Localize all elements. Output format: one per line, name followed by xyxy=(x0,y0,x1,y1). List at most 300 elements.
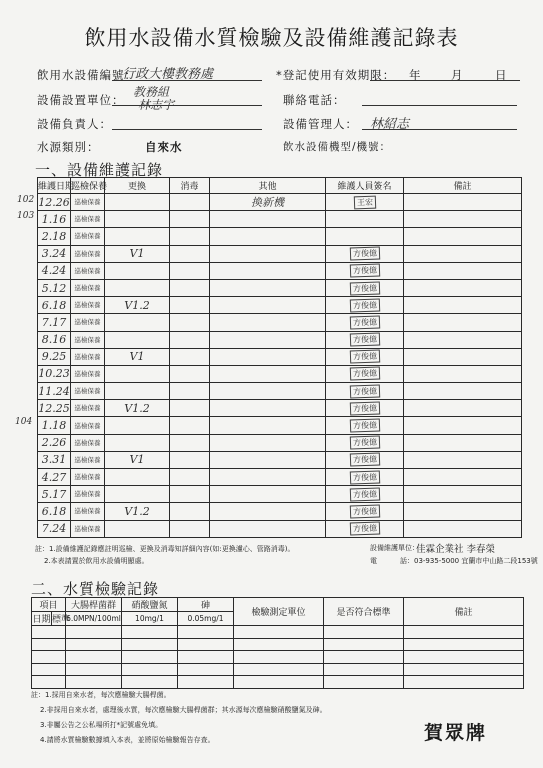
remark-cell xyxy=(404,383,522,400)
signature-cell xyxy=(326,194,404,211)
replace-cell xyxy=(105,400,170,417)
margin-note-103: 103 xyxy=(17,211,35,221)
signature-cell xyxy=(326,348,404,365)
water-test-cell xyxy=(234,638,324,651)
company-phone-label: 電 xyxy=(370,557,377,565)
other-cell xyxy=(210,451,326,468)
check-cell xyxy=(71,400,105,417)
maintenance-row xyxy=(38,279,522,296)
disinfect-cell xyxy=(170,434,210,451)
date-text: 4.24 xyxy=(41,264,67,278)
remark-cell xyxy=(404,486,522,503)
check-text: 巡檢保養 xyxy=(74,473,101,482)
remark-cell xyxy=(404,228,522,245)
date-cell xyxy=(38,400,71,417)
water-test-cell xyxy=(324,626,404,639)
water-test-cell xyxy=(234,651,324,664)
check-cell xyxy=(71,314,105,331)
col-replace: 更換 xyxy=(105,178,170,194)
water-test-cell xyxy=(404,626,524,639)
source-label: 水源類別： xyxy=(37,140,100,154)
check-cell xyxy=(71,434,105,451)
replace-cell xyxy=(105,365,170,382)
water-test-cell xyxy=(122,626,178,639)
water-test-cell xyxy=(66,663,122,676)
section2-note-3: 3.非屬公告之公私場所打*記號處免填。 xyxy=(40,721,163,729)
maintenance-row xyxy=(38,297,522,314)
wt-col-unit: 檢驗測定單位 xyxy=(234,598,324,626)
other-cell xyxy=(210,228,326,245)
maintenance-row xyxy=(38,331,522,348)
other-cell xyxy=(210,211,326,228)
replace-cell xyxy=(105,486,170,503)
date-text: 6.18 xyxy=(41,298,67,312)
remark-cell xyxy=(404,297,522,314)
date-text: 10.23 xyxy=(38,367,70,381)
signature-cell xyxy=(326,262,404,279)
remark-cell xyxy=(404,279,522,296)
maintenance-row xyxy=(38,314,522,331)
check-text: 巡檢保養 xyxy=(74,404,101,413)
remark-cell xyxy=(404,314,522,331)
signature-text: 方俊億 xyxy=(349,350,379,364)
other-text: 換新機 xyxy=(251,196,284,210)
water-test-row xyxy=(32,676,524,689)
col-check: 巡檢保養 xyxy=(71,178,105,194)
date-cell xyxy=(38,211,71,228)
replace-cell xyxy=(105,434,170,451)
other-cell xyxy=(210,417,326,434)
maintenance-row xyxy=(38,228,522,245)
other-cell xyxy=(210,194,326,211)
model-label: 飲水設備機型/機號： xyxy=(283,141,392,153)
signature-text: 方俊億 xyxy=(349,419,379,433)
water-test-row xyxy=(32,638,524,651)
replace-cell xyxy=(105,297,170,314)
date-cell xyxy=(38,417,71,434)
section1-note-1: 註：1.設備維護記錄應註明巡檢、更換及消毒知詳細內容(如:更換濾心、管路消毒)。 xyxy=(35,545,295,553)
section2-notes xyxy=(31,690,327,745)
other-cell xyxy=(210,262,326,279)
disinfect-cell xyxy=(170,314,210,331)
water-test-cell xyxy=(178,676,234,689)
disinfect-cell xyxy=(170,417,210,434)
water-test-cell xyxy=(66,676,122,689)
signature-text: 方俊億 xyxy=(349,504,379,518)
maintenance-row xyxy=(38,348,522,365)
maintenance-row xyxy=(38,211,522,228)
other-cell xyxy=(210,365,326,382)
date-text: 1.18 xyxy=(41,419,67,433)
col-disinfect: 消毒 xyxy=(170,178,210,194)
check-text: 巡檢保養 xyxy=(74,507,101,516)
remark-cell xyxy=(404,469,522,486)
replace-cell xyxy=(105,331,170,348)
check-text: 巡檢保養 xyxy=(74,335,101,344)
check-text: 巡檢保養 xyxy=(74,421,101,430)
water-test-cell xyxy=(122,651,178,664)
water-test-cell xyxy=(404,676,524,689)
date-text: 2.18 xyxy=(41,229,67,243)
check-text: 巡檢保養 xyxy=(74,352,101,361)
remark-cell xyxy=(404,434,522,451)
date-cell xyxy=(38,194,71,211)
check-text: 巡檢保養 xyxy=(74,232,101,241)
wt-col-coliform: 大腸桿菌群 xyxy=(66,598,122,612)
col-signature: 維護人員簽名 xyxy=(326,178,404,194)
remark-cell xyxy=(404,417,522,434)
signature-cell xyxy=(326,314,404,331)
signature-cell xyxy=(326,365,404,382)
check-cell xyxy=(71,228,105,245)
date-text: 12.25 xyxy=(38,401,70,415)
replace-cell xyxy=(105,194,170,211)
disinfect-cell xyxy=(170,469,210,486)
wt-col-nitrate: 硝酸鹽氮 xyxy=(122,598,178,612)
check-cell xyxy=(71,417,105,434)
replace-cell xyxy=(105,211,170,228)
check-cell xyxy=(71,365,105,382)
replace-cell xyxy=(105,503,170,520)
check-cell xyxy=(71,211,105,228)
other-cell xyxy=(210,520,326,537)
date-text: 7.24 xyxy=(41,522,67,536)
device-no-label: 飲用水設備編號： xyxy=(37,68,137,82)
water-test-cell xyxy=(66,638,122,651)
check-cell xyxy=(71,194,105,211)
check-cell xyxy=(71,279,105,296)
check-cell xyxy=(71,297,105,314)
other-cell xyxy=(210,469,326,486)
other-cell xyxy=(210,348,326,365)
signature-cell xyxy=(326,434,404,451)
margin-note-104: 104 xyxy=(15,417,33,427)
wt-col-arsenic: 砷 xyxy=(178,598,234,612)
water-test-cell xyxy=(32,663,66,676)
wt-arsenic-std: 0.05mg/1 xyxy=(178,612,234,626)
signature-text: 方俊億 xyxy=(349,247,379,261)
section1-title: 一、設備維護記錄 xyxy=(35,161,164,179)
other-cell xyxy=(210,383,326,400)
water-test-cell xyxy=(324,676,404,689)
water-test-table xyxy=(31,597,524,689)
check-cell xyxy=(71,486,105,503)
section2-note-1: 註：1.採用自來水者，每次應檢驗大腸桿菌。 xyxy=(31,691,171,699)
signature-cell xyxy=(326,331,404,348)
device-no-value: 行政大樓教務處 xyxy=(122,67,214,82)
disinfect-cell xyxy=(170,348,210,365)
remark-cell xyxy=(404,194,522,211)
valid-period-label: *登記使用有效期限： xyxy=(276,68,396,82)
wt-standard-label: 標準 xyxy=(52,612,66,626)
replace-text: V1.2 xyxy=(124,504,150,518)
replace-cell xyxy=(105,348,170,365)
signature-cell xyxy=(326,245,404,262)
disinfect-cell xyxy=(170,451,210,468)
wt-col-standard: 是否符合標準 xyxy=(324,598,404,626)
date-text: 8.16 xyxy=(41,333,67,347)
company-label: 設備維護單位： xyxy=(370,544,419,552)
brand-logo: 賀眾牌 xyxy=(424,722,488,744)
signature-text: 方俊億 xyxy=(349,487,379,501)
check-cell xyxy=(71,503,105,520)
water-test-cell xyxy=(178,626,234,639)
section1-note-2: 2.本表請置於飲用水設備明顯處。 xyxy=(44,557,149,565)
date-text: 6.18 xyxy=(41,504,67,518)
date-text: 9.25 xyxy=(41,350,67,364)
wt-nitrate-std: 10mg/1 xyxy=(122,612,178,626)
signature-text: 方俊億 xyxy=(349,384,379,398)
water-test-cell xyxy=(122,638,178,651)
date-text: 3.31 xyxy=(41,453,67,467)
signature-text: 方俊億 xyxy=(349,298,379,312)
water-test-cell xyxy=(234,626,324,639)
signature-cell xyxy=(326,417,404,434)
signature-cell xyxy=(326,297,404,314)
water-test-cell xyxy=(66,651,122,664)
check-cell xyxy=(71,520,105,537)
signature-text: 方俊億 xyxy=(349,470,379,484)
date-cell xyxy=(38,314,71,331)
remark-cell xyxy=(404,211,522,228)
signature-text: 方俊億 xyxy=(349,522,379,536)
check-text: 巡檢保養 xyxy=(74,455,101,464)
water-test-cell xyxy=(234,676,324,689)
signature-cell xyxy=(326,486,404,503)
date-cell xyxy=(38,486,71,503)
other-cell xyxy=(210,245,326,262)
margin-note-102: 102 xyxy=(17,195,35,205)
date-cell xyxy=(38,262,71,279)
water-test-cell xyxy=(32,638,66,651)
disinfect-cell xyxy=(170,211,210,228)
maintenance-row xyxy=(38,383,522,400)
date-cell xyxy=(38,434,71,451)
date-cell xyxy=(38,451,71,468)
maintenance-row xyxy=(38,417,522,434)
replace-cell xyxy=(105,383,170,400)
check-cell xyxy=(71,469,105,486)
check-text: 巡檢保養 xyxy=(74,369,101,378)
year-label: 年 xyxy=(409,68,422,82)
signature-text: 方俊億 xyxy=(349,367,379,381)
wt-col-remark: 備註 xyxy=(404,598,524,626)
water-test-cell xyxy=(32,626,66,639)
water-test-cell xyxy=(324,663,404,676)
water-test-cell xyxy=(324,651,404,664)
water-test-cell xyxy=(32,651,66,664)
water-test-cell xyxy=(404,638,524,651)
date-cell xyxy=(38,348,71,365)
check-text: 巡檢保養 xyxy=(74,198,101,207)
replace-cell xyxy=(105,314,170,331)
section2-title: 二、水質檢驗記錄 xyxy=(31,580,160,598)
date-cell xyxy=(38,279,71,296)
check-cell xyxy=(71,383,105,400)
remark-cell xyxy=(404,331,522,348)
check-text: 巡檢保養 xyxy=(74,301,101,310)
signature-cell xyxy=(326,228,404,245)
remark-cell xyxy=(404,503,522,520)
col-remark: 備註 xyxy=(404,178,522,194)
date-cell xyxy=(38,520,71,537)
date-cell xyxy=(38,383,71,400)
remark-cell xyxy=(404,262,522,279)
signature-text: 方俊億 xyxy=(349,281,379,295)
date-text: 12.26 xyxy=(38,195,70,209)
maintenance-row xyxy=(38,503,522,520)
check-cell xyxy=(71,451,105,468)
signature-cell xyxy=(326,469,404,486)
signature-text: 方俊億 xyxy=(349,436,379,450)
maintenance-row xyxy=(38,434,522,451)
replace-cell xyxy=(105,451,170,468)
other-cell xyxy=(210,297,326,314)
replace-cell xyxy=(105,417,170,434)
source-value: 自來水 xyxy=(145,140,183,154)
company-phone: 話：03-935-5000 宜蘭市中山路二段153號 xyxy=(400,557,538,565)
check-text: 巡檢保養 xyxy=(74,215,101,224)
remark-cell xyxy=(404,365,522,382)
replace-text: V1 xyxy=(129,247,145,261)
water-test-row xyxy=(32,663,524,676)
other-cell xyxy=(210,331,326,348)
date-cell xyxy=(38,228,71,245)
responsible-value: 林志宇 xyxy=(138,98,175,112)
remark-cell xyxy=(404,348,522,365)
disinfect-cell xyxy=(170,486,210,503)
signature-text: 方俊億 xyxy=(349,453,379,467)
remark-cell xyxy=(404,245,522,262)
date-cell xyxy=(38,503,71,520)
remark-cell xyxy=(404,400,522,417)
month-label: 月 xyxy=(451,68,464,82)
disinfect-cell xyxy=(170,365,210,382)
check-text: 巡檢保養 xyxy=(74,438,101,447)
wt-coliform-std: 6.0MPN/100ml xyxy=(66,612,122,626)
maintenance-row xyxy=(38,194,522,211)
disinfect-cell xyxy=(170,503,210,520)
water-test-cell xyxy=(32,676,66,689)
location-label: 設備設置單位： xyxy=(37,93,125,107)
check-text: 巡檢保養 xyxy=(74,249,101,258)
water-test-cell xyxy=(178,663,234,676)
phone-label: 聯絡電話： xyxy=(283,93,346,107)
remark-cell xyxy=(404,520,522,537)
date-text: 2.26 xyxy=(41,436,67,450)
signature-cell xyxy=(326,520,404,537)
signature-text: 方俊億 xyxy=(349,264,379,278)
signature-cell xyxy=(326,279,404,296)
signature-text: 王宏 xyxy=(353,195,375,209)
col-other: 其他 xyxy=(210,178,326,194)
company-name: 佳霖企業社 李春榮 xyxy=(416,544,496,555)
disinfect-cell xyxy=(170,245,210,262)
signature-cell xyxy=(326,383,404,400)
manager-value: 林紹志 xyxy=(370,117,410,132)
disinfect-cell xyxy=(170,331,210,348)
page-title: 飲用水設備水質檢驗及設備維護記錄表 xyxy=(84,26,459,50)
disinfect-cell xyxy=(170,194,210,211)
signature-text: 方俊億 xyxy=(349,315,379,329)
disinfect-cell xyxy=(170,520,210,537)
maintenance-row xyxy=(38,520,522,537)
replace-cell xyxy=(105,469,170,486)
maintenance-row xyxy=(38,469,522,486)
date-cell xyxy=(38,469,71,486)
signature-cell xyxy=(326,400,404,417)
replace-cell xyxy=(105,279,170,296)
replace-cell xyxy=(105,228,170,245)
remark-cell xyxy=(404,451,522,468)
replace-text: V1.2 xyxy=(124,298,150,312)
manager-label: 設備管理人： xyxy=(283,117,358,131)
signature-text: 方俊億 xyxy=(349,333,379,347)
disinfect-cell xyxy=(170,279,210,296)
water-test-row xyxy=(32,626,524,639)
signature-cell xyxy=(326,503,404,520)
date-text: 3.24 xyxy=(41,247,67,261)
water-test-cell xyxy=(234,663,324,676)
water-test-cell xyxy=(178,651,234,664)
other-cell xyxy=(210,503,326,520)
water-test-cell xyxy=(66,626,122,639)
wt-date-label: 日期 xyxy=(32,612,52,626)
water-test-row xyxy=(32,651,524,664)
maintenance-row xyxy=(38,400,522,417)
section2-note-2: 2.非採用自來水者，處理後水質，每次應檢驗大腸桿菌群；其水源每次應檢驗硝酸鹽氮及砷。 xyxy=(40,706,327,714)
other-cell xyxy=(210,279,326,296)
signature-text: 方俊億 xyxy=(349,401,379,415)
water-test-cell xyxy=(122,676,178,689)
date-text: 5.17 xyxy=(41,487,67,501)
water-test-cell xyxy=(404,663,524,676)
maintenance-row xyxy=(38,486,522,503)
replace-text: V1.2 xyxy=(124,401,150,415)
disinfect-cell xyxy=(170,400,210,417)
date-text: 7.17 xyxy=(41,315,67,329)
water-test-cell xyxy=(324,638,404,651)
date-text: 5.12 xyxy=(41,281,67,295)
disinfect-cell xyxy=(170,228,210,245)
date-text: 11.24 xyxy=(38,384,70,398)
replace-cell xyxy=(105,520,170,537)
location-value: 教務組 xyxy=(133,85,170,99)
other-cell xyxy=(210,400,326,417)
date-text: 1.16 xyxy=(41,212,67,226)
disinfect-cell xyxy=(170,262,210,279)
check-text: 巡檢保養 xyxy=(74,524,101,533)
section2-note-4: 4.請將水質檢驗數據填入本表，並將原始檢驗報告存查。 xyxy=(40,736,215,744)
check-text: 巡檢保養 xyxy=(74,490,101,499)
other-cell xyxy=(210,486,326,503)
other-cell xyxy=(210,314,326,331)
day-label: 日 xyxy=(495,68,508,82)
date-cell xyxy=(38,245,71,262)
signature-cell xyxy=(326,451,404,468)
date-cell xyxy=(38,297,71,314)
replace-cell xyxy=(105,262,170,279)
disinfect-cell xyxy=(170,297,210,314)
water-test-cell xyxy=(404,651,524,664)
check-cell xyxy=(71,331,105,348)
maintenance-table xyxy=(37,177,522,538)
maintenance-row xyxy=(38,451,522,468)
wt-col-item: 項目 xyxy=(32,598,66,612)
replace-text: V1 xyxy=(129,453,145,467)
check-text: 巡檢保養 xyxy=(74,266,101,275)
other-cell xyxy=(210,434,326,451)
